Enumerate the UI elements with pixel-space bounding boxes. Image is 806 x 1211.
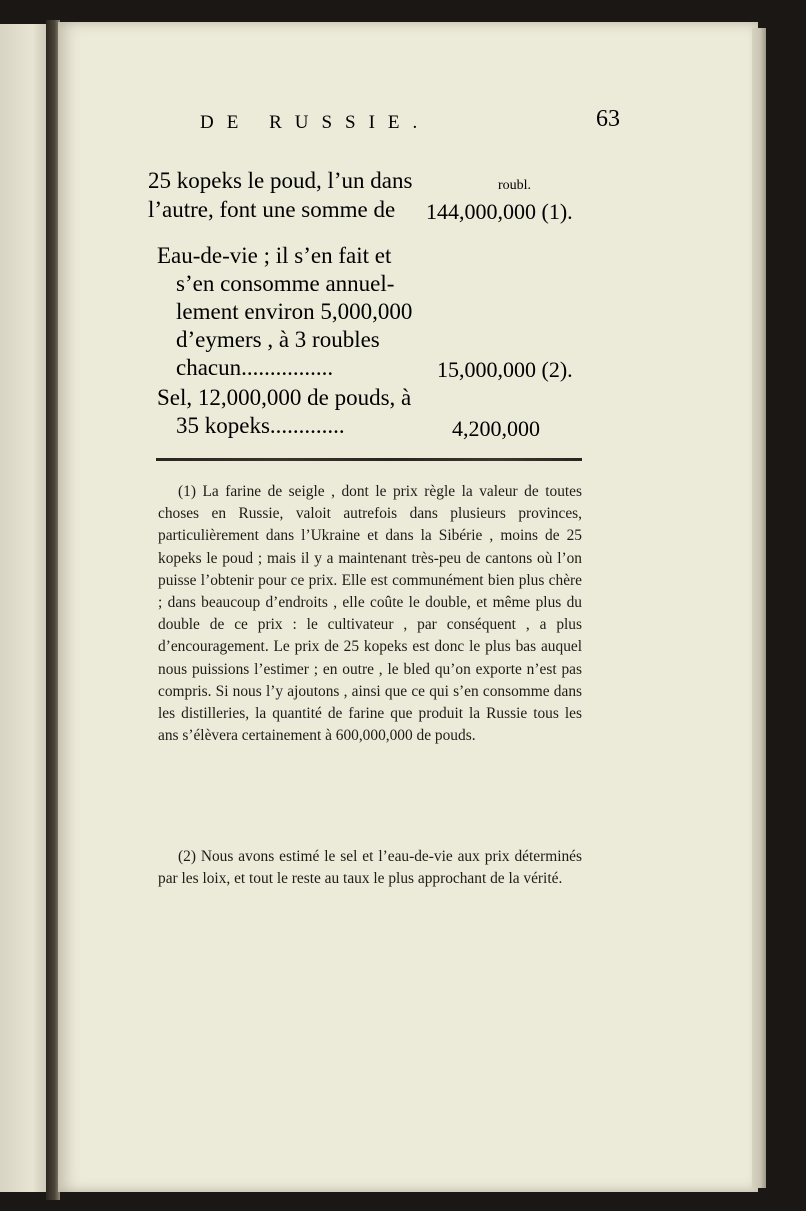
footnote-rule bbox=[156, 458, 582, 461]
entry-eau-de-vie-line2: s’en consomme annuel- bbox=[176, 271, 395, 296]
facing-page-edge bbox=[0, 24, 48, 1192]
entry-line-sum: l’autre, font une somme de bbox=[148, 197, 396, 222]
entry-line-kopeks: 25 kopeks le poud, l’un dans bbox=[148, 168, 413, 193]
footnote-2-text: (2) Nous avons estimé le sel et l’eau-de-vie aux prix déterminés par les loix, et tout le reste au taux le plus approchant de la vérité. bbox=[158, 848, 582, 888]
running-head bbox=[200, 106, 620, 142]
footnote-1 bbox=[158, 481, 582, 747]
footnote-2 bbox=[158, 846, 582, 890]
amount-grain: 144,000,000 (1). bbox=[426, 199, 573, 224]
amount-eau-de-vie: 15,000,000 (2). bbox=[437, 357, 573, 382]
page-edge-stack bbox=[752, 28, 766, 1188]
footnote-1-text: (1) La farine de seigle , dont le prix règle la valeur de toutes choses en Russie, valoit autrefois dans plusieurs provinces, particulièrement dans l’Ukraine et dans la Sibérie , moins de 25 kopeks le poud ; mais il y a maintenant très-peu de cantons où l’on puisse l’obtenir pour ce prix. Elle est communément bien plus chère ; dans beaucoup d’endroits , elle coûte le double, et même plus du double de ce prix : le cultivateur , par conséquent , a plus d’encouragement. Le prix de 25 kopeks est donc le plus bas auquel nous puissions l’estimer ; en outre , le bled qu’on exporte n’est pas compris. Si nous l’y ajoutons , ainsi que ce qui s’en consomme dans les distilleries, la quantité de farine que produit la Russie tous les ans s’élèvera certainement à 600,000,000 de pouds. bbox=[158, 483, 582, 745]
entry-eau-de-vie-line3: lement environ 5,000,000 bbox=[176, 299, 413, 324]
entry-eau-de-vie-line5: chacun................ bbox=[176, 355, 334, 380]
entry-eau-de-vie-line4: d’eymers , à 3 roubles bbox=[176, 327, 380, 352]
unit-roubles: roubl. bbox=[498, 178, 532, 193]
amount-sel: 4,200,000 bbox=[452, 416, 540, 441]
entry-eau-de-vie-line1: Eau-de-vie ; il s’en fait et bbox=[157, 243, 392, 268]
entry-sel-line2: 35 kopeks............. bbox=[176, 413, 345, 438]
entry-sel-line1: Sel, 12,000,000 de pouds, à bbox=[157, 385, 412, 410]
page-number: 63 bbox=[596, 106, 620, 132]
running-title: DE RUSSIE. bbox=[200, 112, 431, 133]
